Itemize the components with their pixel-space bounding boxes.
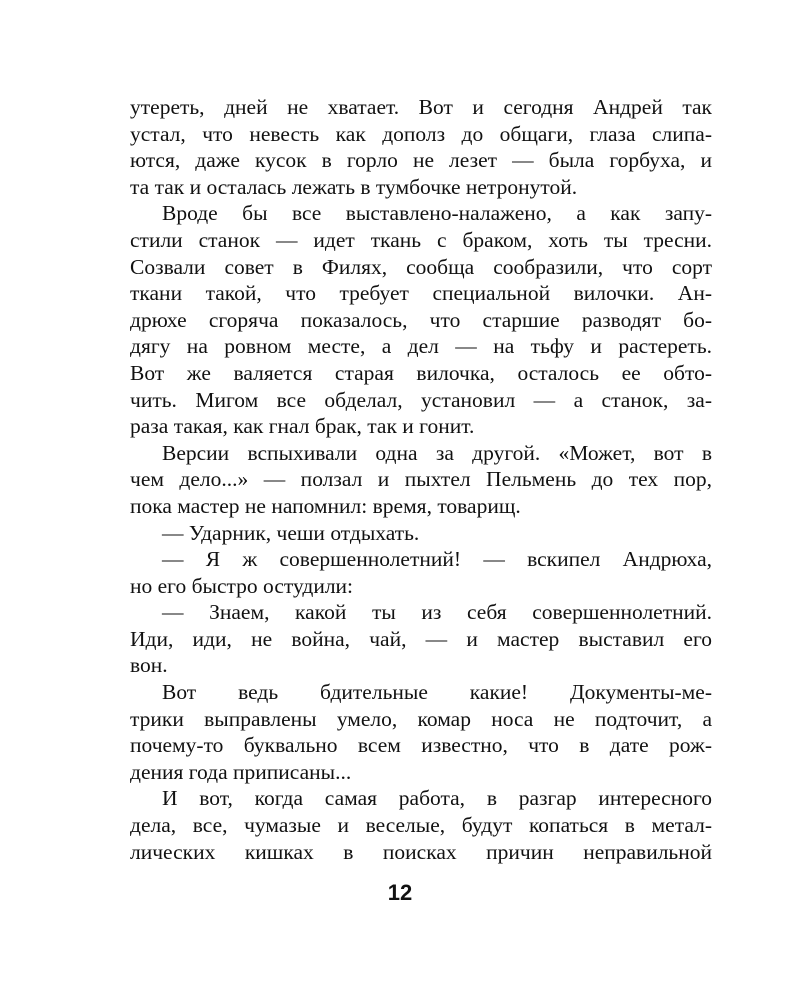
text-line: лических кишках в поисках причин неправильной: [130, 839, 712, 864]
text-line: — Я ж совершеннолетний! — вскипел Андрюха,: [162, 547, 712, 572]
text-line: ткани такой, что требует специальной вилочки. Ан-: [130, 281, 712, 306]
text-line: ются, даже кусок в горло не лезет — была горбуха, и: [130, 148, 712, 173]
text-line: Иди, иди, не война, чай, — и мастер выставил его: [130, 626, 712, 651]
text-line: пока мастер не напомнил: время, товарищ.: [130, 493, 521, 518]
text-line: дягу на ровном месте, а дел — на тьфу и растереть.: [130, 334, 712, 359]
text-line: Вот же валяется старая вилочка, осталось ее обто-: [130, 360, 712, 385]
text-line: Версии вспыхивали одна за другой. «Может, вот в: [162, 440, 712, 465]
text-line: чем дело...» — ползал и пыхтел Пельмень до тех пор,: [130, 467, 712, 492]
text-line: вон.: [130, 653, 168, 678]
text-line: трики выправлены умело, комар носа не подточит, а: [130, 706, 712, 731]
text-line: Вроде бы все выставлено-налажено, а как запу-: [162, 201, 712, 226]
text-line: Вот ведь бдительные какие! Документы-ме-: [162, 680, 712, 705]
text-line: утереть, дней не хватает. Вот и сегодня Андрей так: [130, 95, 712, 119]
text-line: — Ударник, чеши отдыхать.: [162, 520, 420, 545]
text-line: Созвали совет в Филях, сообща сообразили, что сорт: [130, 254, 712, 279]
text-line: раза такая, как гнал брак, так и гонит.: [130, 414, 475, 439]
text-line: дела, все, чумазые и веселые, будут копаться в метал-: [130, 813, 712, 838]
text-line: И вот, когда самая работа, в разгар интересного: [162, 786, 712, 811]
body-text: [130, 94, 712, 865]
text-line: устал, что невесть как дополз до общаги, глаза слипа-: [130, 121, 712, 146]
text-line: дрюхе сгоряча показалось, что старшие разводят бо-: [130, 307, 712, 332]
text-line: — Знаем, какой ты из себя совершеннолетний.: [162, 600, 712, 625]
text-line: чить. Мигом все обделал, установил — а станок, за-: [130, 387, 712, 412]
text-line: та так и осталась лежать в тумбочке нетронутой.: [130, 174, 578, 199]
text-line: почему-то буквально всем известно, что в дате рож-: [130, 733, 712, 758]
page-number: 12: [387, 880, 413, 905]
text-line: но его быстро остудили:: [130, 573, 354, 598]
text-line: стили станок — идет ткань с браком, хоть ты тресни.: [130, 227, 712, 252]
text-line: дения года приписаны...: [130, 759, 352, 784]
